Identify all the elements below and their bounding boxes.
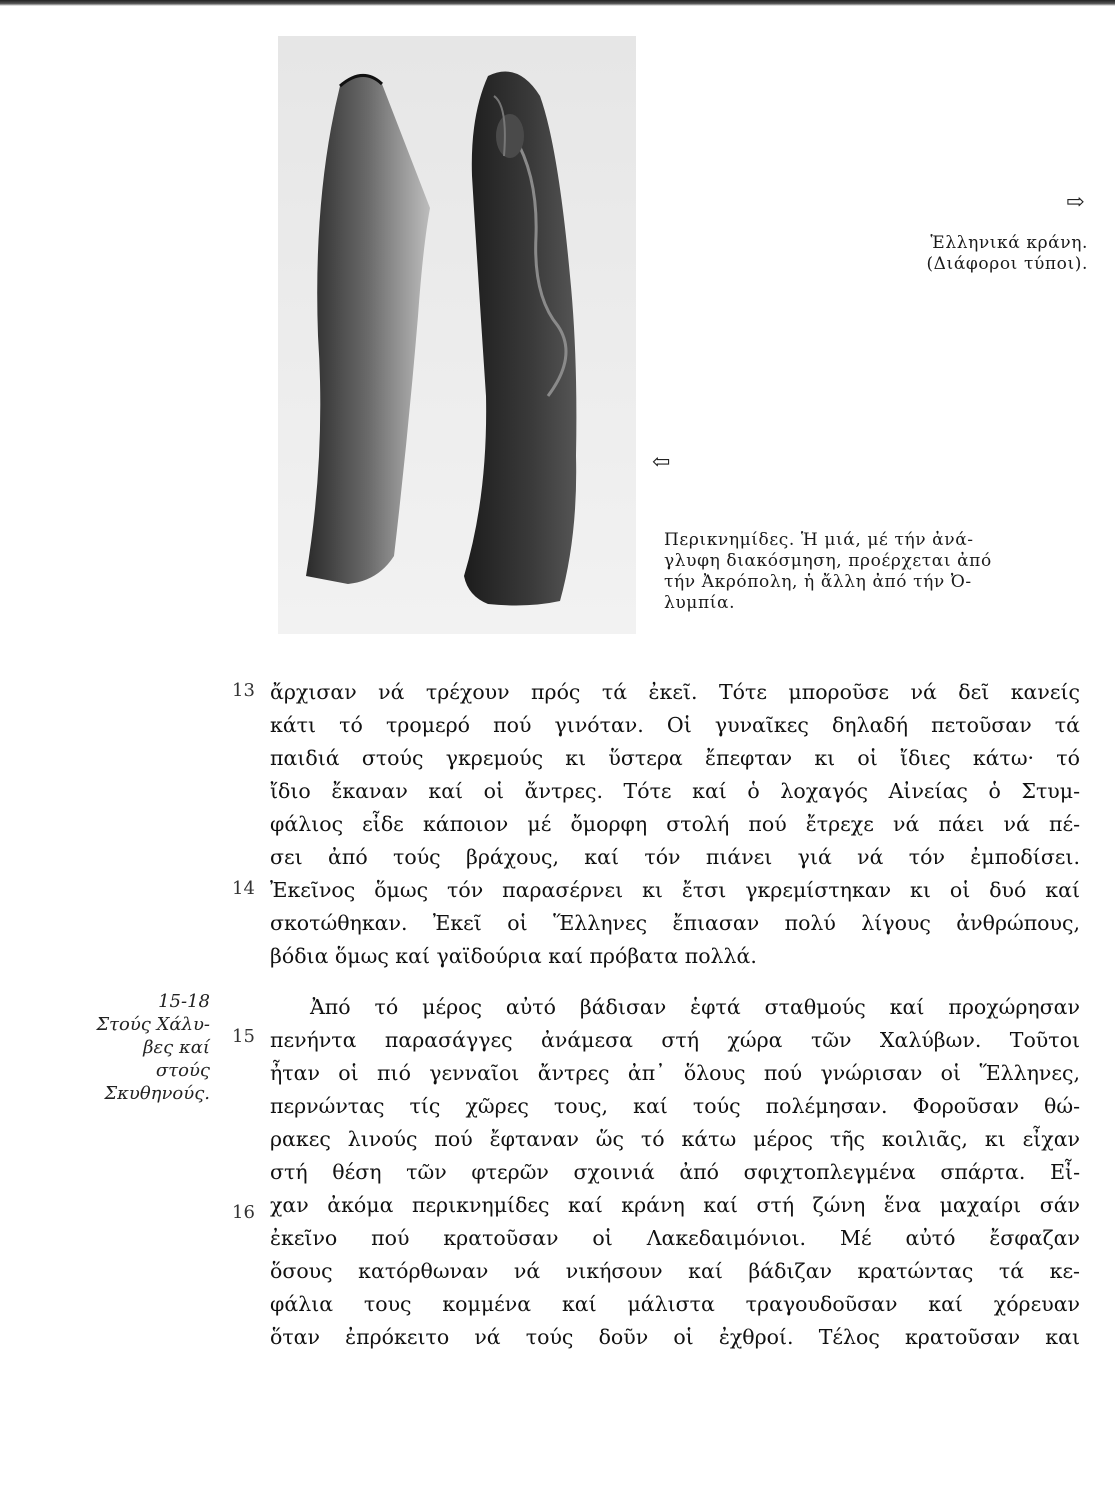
text-line: σει ἀπό τούς βράχους, καί τόν πιάνει γιά νά τόν ἐμποδίσει. (270, 845, 1080, 869)
greaves-caption-line: Περικνημίδες. Ἡ μιά, μέ τήν ἀνά- (664, 530, 974, 550)
arrow-left-icon: ⇦ (652, 450, 671, 475)
text-line: ἄρχισαν νά τρέχουν πρός τά ἐκεῖ. Τότε μποροῦσε νά δεῖ κανείς (270, 680, 1080, 704)
margin-note-line: βες καί στούς (143, 1037, 210, 1081)
text-line: φάλιος εἶδε κάποιον μέ ὄμορφη στολή πού ἔτρεχε νά πάει νά πέ- (270, 812, 1080, 836)
helmets-caption-line: (Διάφοροι τύποι). (926, 254, 1088, 274)
text-line: ἐκεῖνο πού κρατοῦσαν οἱ Λακεδαιμόνιοι. Μέ αὐτό ἔσφαζαν (270, 1226, 1080, 1250)
helmets-caption (808, 233, 1088, 275)
text-line: ὅσους κατόρθωναν νά νικήσουν καί βάδιζαν κρατώντας τά κε- (270, 1259, 1080, 1283)
line-number: 16 (232, 1202, 255, 1223)
text-line: κάτι τό τρομερό πού γινόταν. Οἱ γυναῖκες δηλαδή πετοῦσαν τά (270, 713, 1080, 737)
margin-note-line: Στούς Χάλυ- (96, 1014, 210, 1035)
greaves-illustration (278, 36, 636, 634)
greaves-photograph (278, 36, 636, 634)
greaves-caption-line: τήν Ἀκρόπολη, ἡ ἄλλη ἀπό τήν Ὀ- (664, 572, 972, 592)
margin-note (90, 990, 210, 1105)
text-line: παιδιά στούς γκρεμούς κι ὕστερα ἔπεφταν κι οἱ ἴδιες κάτω· τό (270, 746, 1080, 770)
text-line: σκοτώθηκαν. Ἐκεῖ οἱ Ἕλληνες ἔπιασαν πολύ λίγους ἀνθρώπους, (270, 911, 1080, 935)
text-line: ἦταν οἱ πιό γενναῖοι ἄντρες ἀπ᾽ ὅλους πού γνώρισαν οἱ Ἕλληνες, (270, 1061, 1080, 1085)
margin-note-line: Σκυθηνούς. (104, 1083, 210, 1104)
margin-note-line: 15-18 (158, 991, 210, 1012)
line-number: 13 (232, 680, 255, 701)
text-line: χαν ἀκόμα περικνημίδες καί κράνη καί στή ζώνη ἕνα μαχαίρι σάν (270, 1193, 1080, 1217)
main-text (270, 676, 1080, 1354)
paragraph-first-line: Ἀπό τό μέρος αὐτό βάδισαν ἑφτά σταθμούς καί προχώρησαν (310, 995, 1080, 1019)
text-line: στή θέση τῶν φτερῶν σχοινιά ἀπό σφιχτοπλεγμένα σπάρτα. Εἶ- (270, 1160, 1080, 1184)
text-line: ρακες λινούς πού ἔφταναν ὥς τό κάτω μέρος τῆς κοιλιᾶς, κι εἶχαν (270, 1127, 1080, 1151)
helmets-caption-line: Ἑλληνικά κράνη. (930, 233, 1088, 253)
greaves-caption-line: γλυφη διακόσμηση, προέρχεται ἀπό (664, 551, 992, 571)
text-line: φάλια τους κομμένα καί μάλιστα τραγουδοῦσαν καί χόρευαν (270, 1292, 1080, 1316)
greaves-caption-line: λυμπία. (664, 593, 736, 613)
text-line: βόδια ὅμως καί γαϊδούρια καί πρόβατα πολλά. (270, 944, 757, 968)
line-number: 14 (232, 878, 255, 899)
text-line: Ἐκεῖνος ὅμως τόν παρασέρνει κι ἔτσι γκρεμίστηκαν κι οἱ δυό καί (270, 878, 1080, 902)
line-number: 15 (232, 1026, 255, 1047)
page-top-edge (0, 0, 1115, 6)
greaves-caption (664, 530, 1084, 614)
text-line: πενήντα παρασάγγες ἀνάμεσα στή χώρα τῶν Χαλύβων. Τοῦτοι (270, 1028, 1080, 1052)
text-line: περνώντας τίς χῶρες τους, καί τούς πολέμησαν. Φοροῦσαν θώ- (270, 1094, 1080, 1118)
text-line: ὅταν ἐπρόκειτο νά τούς δοῦν οἱ ἐχθροί. Τέλος κρατοῦσαν και (270, 1325, 1080, 1349)
arrow-right-icon: ⇨ (1066, 190, 1085, 215)
text-line: ἴδιο ἔκαναν καί οἱ ἄντρες. Τότε καί ὁ λοχαγός Αἰνείας ὁ Στυμ- (270, 779, 1080, 803)
